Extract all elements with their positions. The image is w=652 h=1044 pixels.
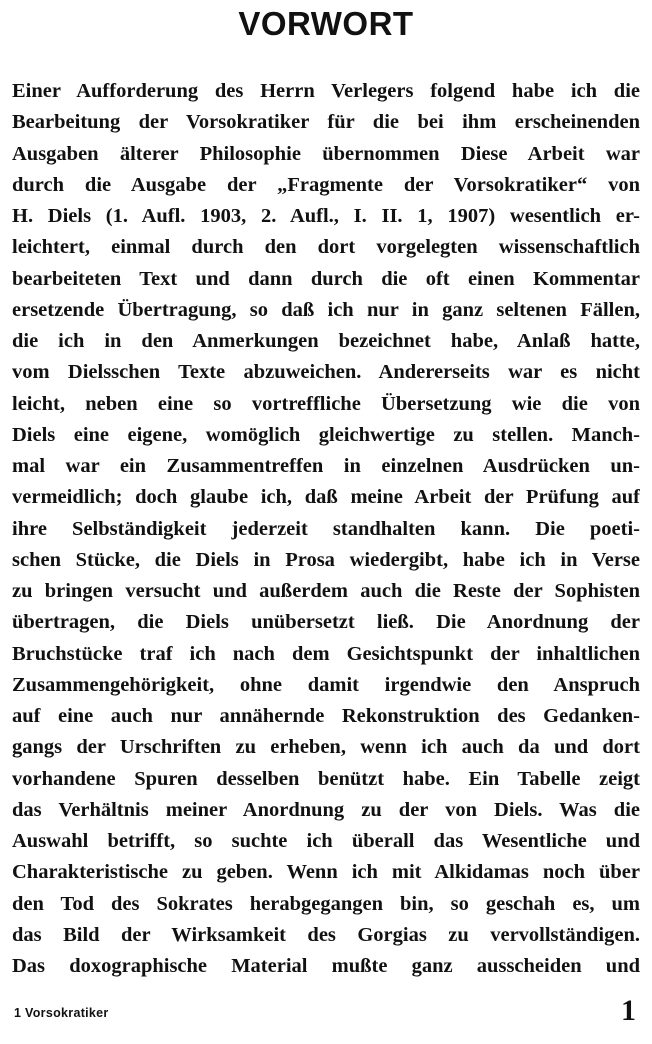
text-line: vom Dielsschen Texte abzuweichen. Andererseits war es nicht bbox=[12, 361, 640, 384]
preface-body bbox=[12, 76, 640, 982]
text-line: H. Diels (1. Aufl. 1903, 2. Aufl., I. II. 1, 1907) wesentlich er- bbox=[12, 205, 640, 227]
text-line: bearbeiteten Text und dann durch die oft einen Kommentar bbox=[12, 267, 640, 290]
text-line: den Tod des Sokrates herabgegangen bin, so geschah es, um bbox=[12, 892, 640, 915]
text-line: leicht, neben eine so vortreffliche Übersetzung wie die von bbox=[12, 392, 640, 415]
text-line: Ausgaben älterer Philosophie übernommen Diese Arbeit war bbox=[12, 142, 640, 165]
signature-mark: 1 Vorsokratiker bbox=[14, 1006, 109, 1020]
text-line: vermeidlich; doch glaube ich, daß meine Arbeit der Prüfung auf bbox=[12, 486, 640, 509]
text-line: ihre Selbständigkeit jederzeit standhalten kann. Die poeti- bbox=[12, 517, 640, 540]
text-line: auf eine auch nur annähernde Rekonstruktion des Gedanken- bbox=[12, 705, 640, 727]
text-line: schen Stücke, die Diels in Prosa wiedergibt, habe ich in Verse bbox=[12, 548, 640, 571]
page-number: 1 bbox=[621, 994, 636, 1027]
chapter-title: VORWORT bbox=[238, 5, 414, 42]
text-line: das Verhältnis meiner Anordnung zu der von Diels. Was die bbox=[12, 798, 640, 821]
text-line: übertragen, die Diels unübersetzt ließ. Die Anordnung der bbox=[12, 611, 640, 634]
text-line: Zusammengehörigkeit, ohne damit irgendwie den Anspruch bbox=[12, 673, 640, 696]
text-line: Auswahl betrifft, so suchte ich überall das Wesentliche und bbox=[12, 830, 640, 852]
text-line: durch die Ausgabe der „Fragmente der Vorsokratiker“ von bbox=[12, 173, 640, 196]
text-line: ersetzende Übertragung, so daß ich nur in ganz seltenen Fällen, bbox=[12, 298, 640, 321]
text-line: das Bild der Wirksamkeit des Gorgias zu vervollständigen. bbox=[12, 923, 640, 946]
text-line: leichtert, einmal durch den dort vorgelegten wissenschaftlich bbox=[12, 236, 640, 259]
text-line: die ich in den Anmerkungen bezeichnet habe, Anlaß hatte, bbox=[12, 330, 640, 352]
text-line: Das doxographische Material mußte ganz ausscheiden und bbox=[12, 955, 640, 977]
text-line: Charakteristische zu geben. Wenn ich mit Alkidamas noch über bbox=[12, 861, 640, 884]
text-line: vorhandene Spuren desselben benützt habe. Ein Tabelle zeigt bbox=[12, 767, 640, 790]
text-line: Einer Aufforderung des Herrn Verlegers folgend habe ich die bbox=[12, 80, 640, 102]
text-line: Bearbeitung der Vorsokratiker für die bei ihm erscheinenden bbox=[12, 111, 640, 134]
text-line: Bruchstücke traf ich nach dem Gesichtspunkt der inhaltlichen bbox=[12, 642, 640, 665]
text-line: zu bringen versucht und außerdem auch die Reste der Sophisten bbox=[12, 580, 640, 602]
text-line: mal war ein Zusammentreffen in einzelnen Ausdrücken un- bbox=[12, 455, 640, 477]
text-line: gangs der Urschriften zu erheben, wenn ich auch da und dort bbox=[12, 736, 640, 759]
text-line: Diels eine eigene, womöglich gleichwertige zu stellen. Manch- bbox=[12, 423, 640, 446]
